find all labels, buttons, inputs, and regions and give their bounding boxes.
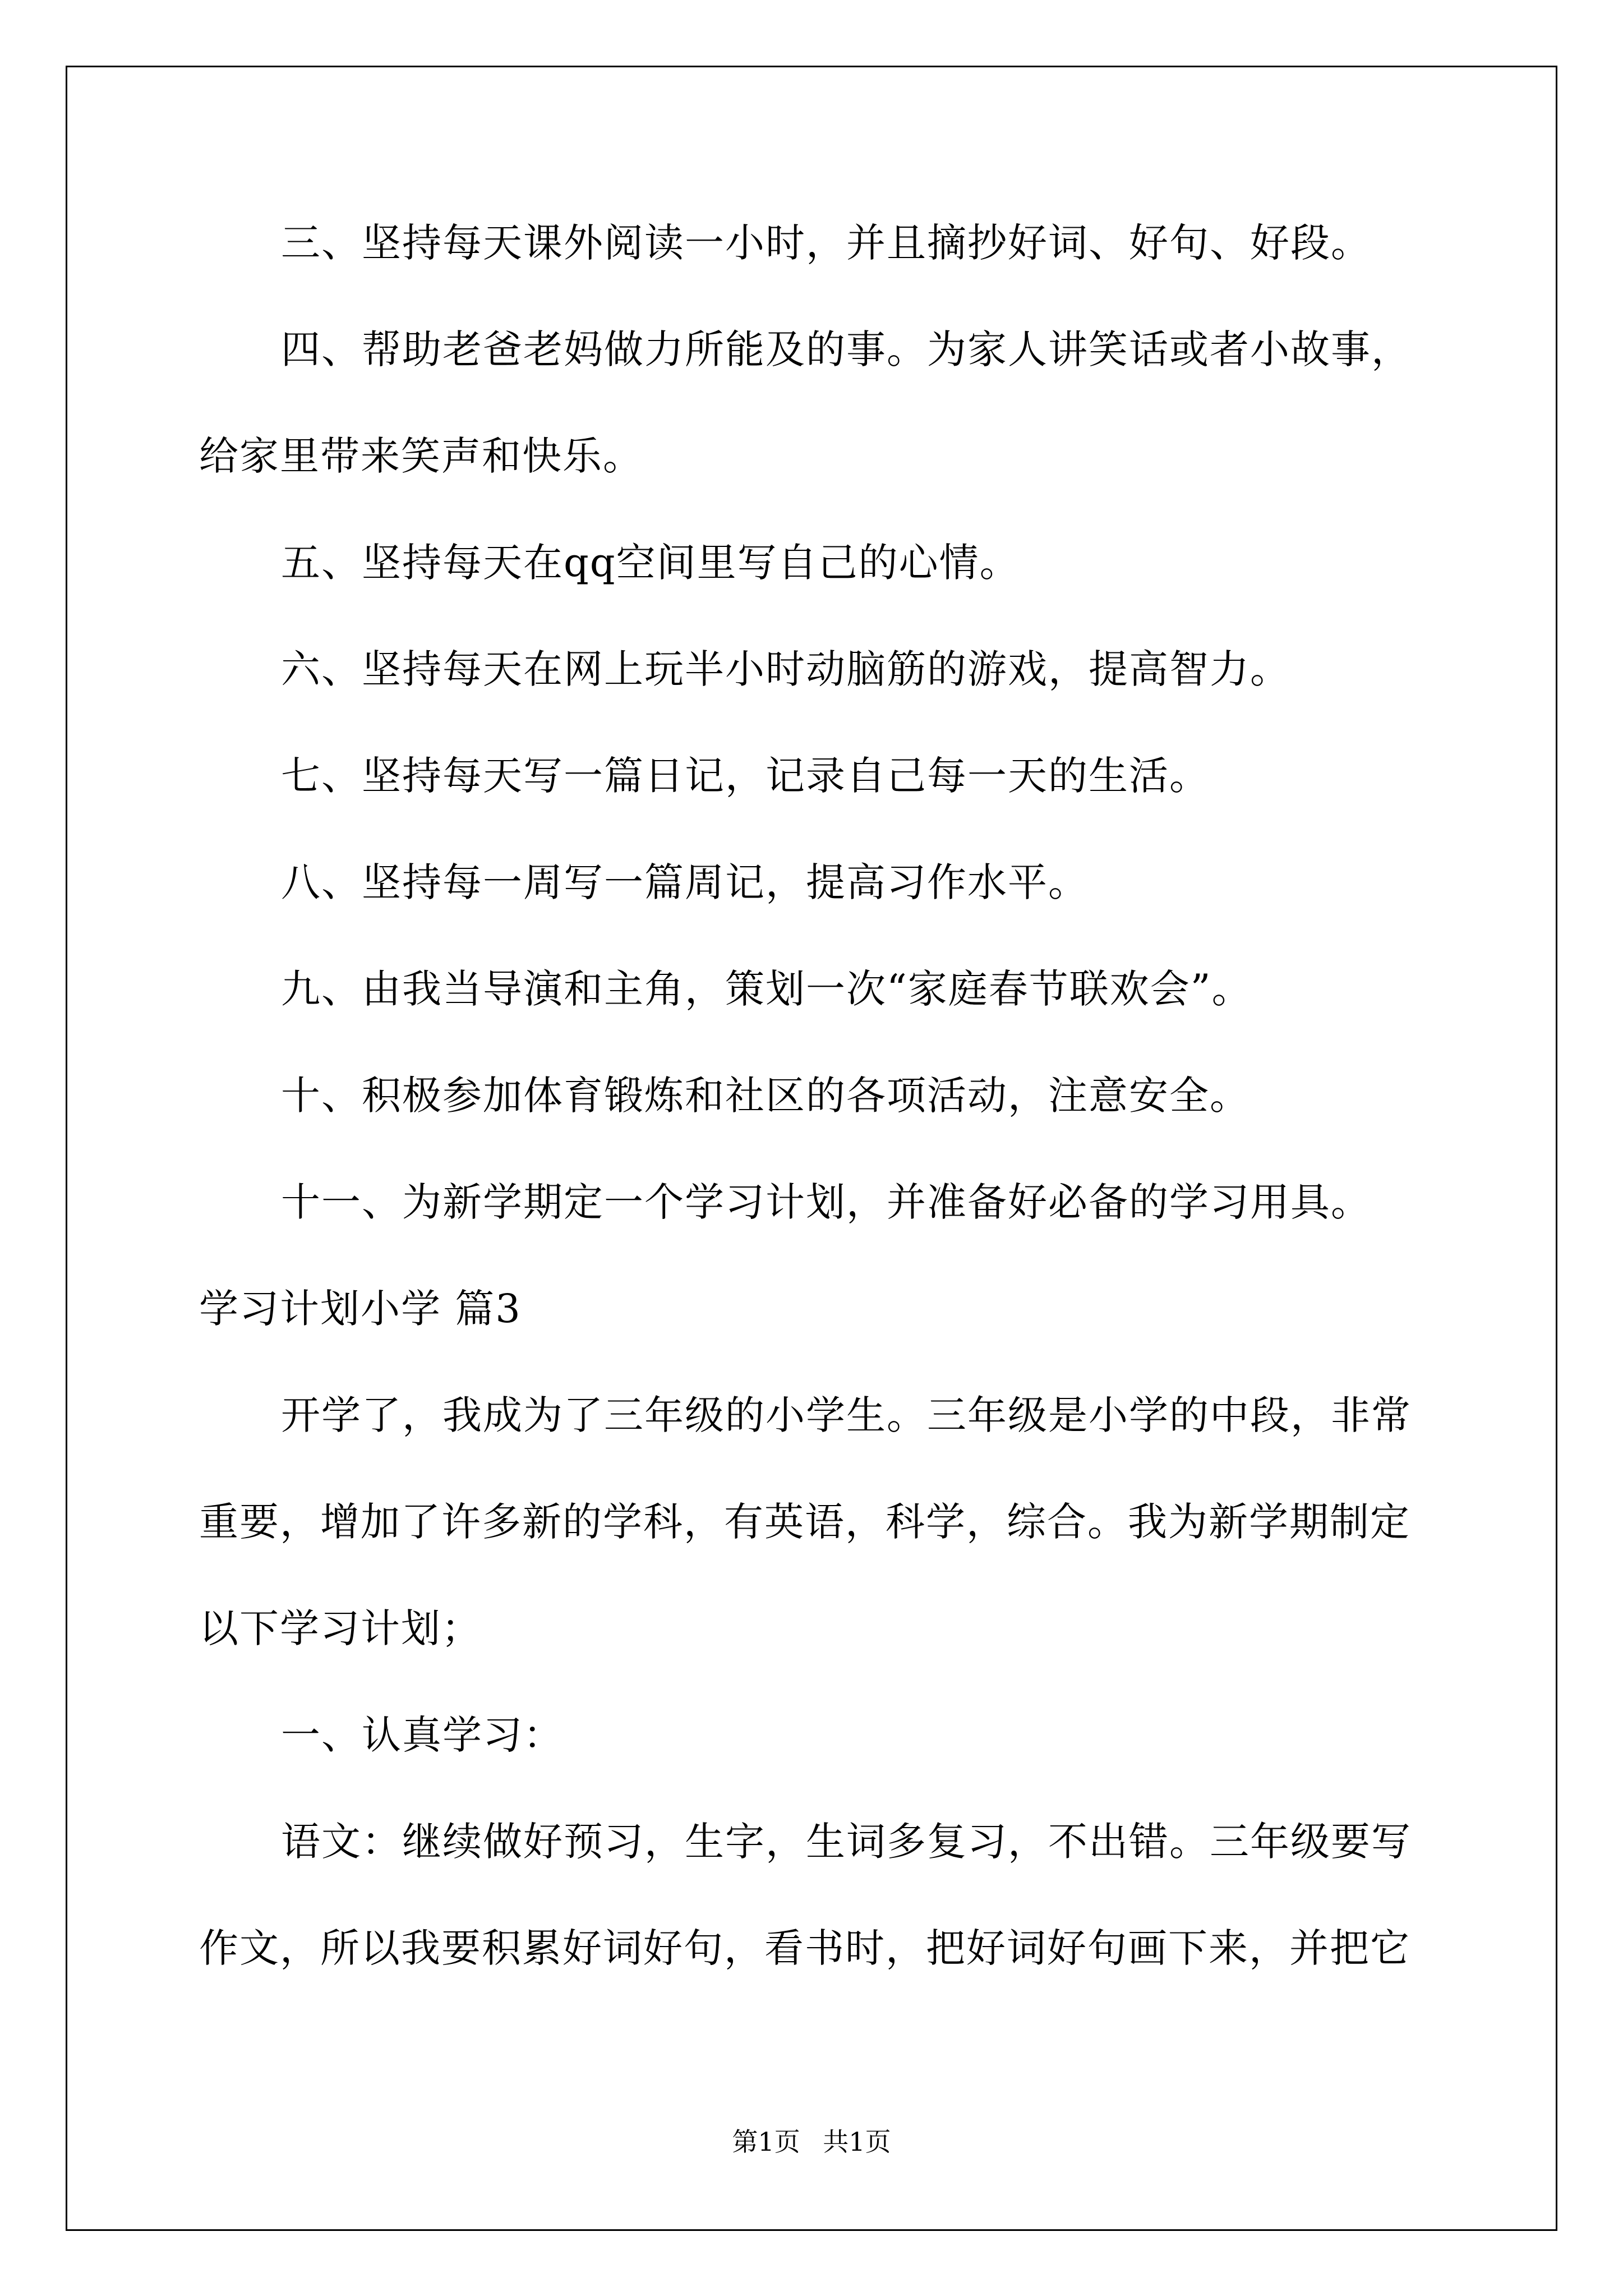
paragraph-line: 三、坚持每天课外阅读一小时，并且摘抄好词、好句、好段。 — [281, 220, 1371, 266]
paragraph-line: 七、坚持每天写一篇日记，记录自己每一天的生活。 — [281, 753, 1210, 799]
paragraph-line: 语文：继续做好预习，生字，生词多复习，不出错。三年级要写 — [281, 1819, 1412, 1865]
paragraph-line: 一、认真学习： — [281, 1712, 564, 1758]
paragraph-line: 以下学习计划； — [199, 1605, 482, 1651]
section-heading: 学习计划小学 篇3 — [199, 1286, 522, 1332]
paragraph-line: 五、坚持每天在qq空间里写自己的心情。 — [281, 540, 1020, 586]
paragraph-line: 四、帮助老爸老妈做力所能及的事。为家人讲笑话或者小故事， — [281, 326, 1412, 372]
paragraph-line: 六、坚持每天在网上玩半小时动脑筋的游戏，提高智力。 — [281, 646, 1290, 692]
paragraph-line: 作文，所以我要积累好词好句，看书时，把好词好句画下来，并把它 — [199, 1925, 1410, 1971]
paragraph-line: 十、积极参加体育锻炼和社区的各项活动，注意安全。 — [281, 1073, 1250, 1119]
paragraph-line: 重要，增加了许多新的学科，有英语，科学，综合。我为新学期制定 — [199, 1499, 1410, 1545]
paragraph-line: 十一、为新学期定一个学习计划，并准备好必备的学习用具。 — [281, 1179, 1371, 1225]
paragraph-line: 八、坚持每一周写一篇周记，提高习作水平。 — [281, 859, 1089, 905]
paragraph-line: 给家里带来笑声和快乐。 — [199, 433, 643, 479]
page-border — [66, 66, 1557, 2231]
paragraph-line: 九、由我当导演和主角，策划一次“家庭春节联欢会”。 — [281, 966, 1252, 1012]
page-footer: 第1页 共1页 — [732, 2127, 891, 2157]
paragraph-line: 开学了，我成为了三年级的小学生。三年级是小学的中段，非常 — [281, 1392, 1412, 1438]
